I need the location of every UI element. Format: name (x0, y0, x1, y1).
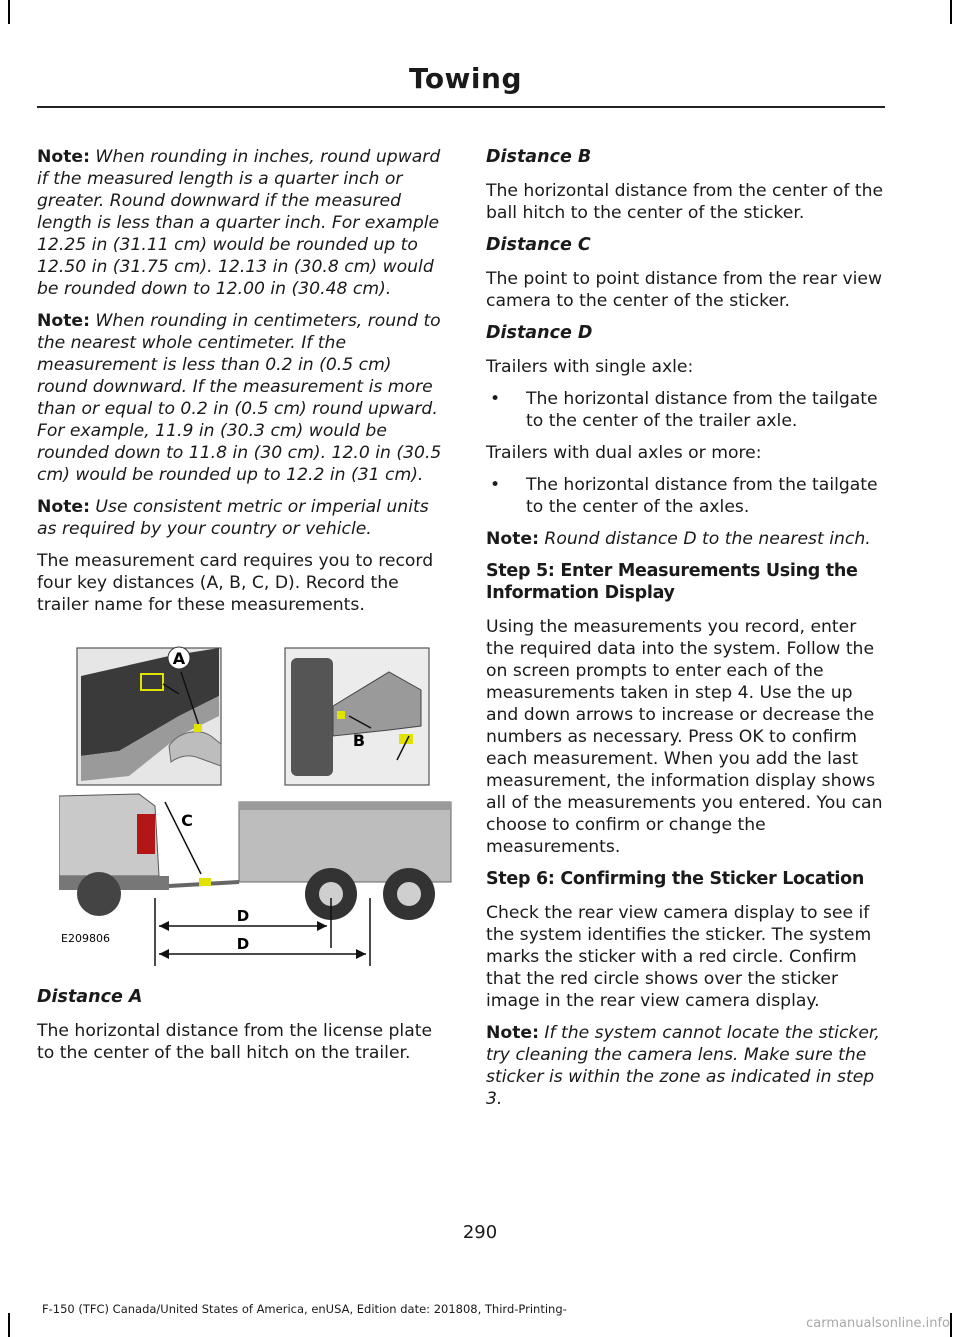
note-round-distance-d (486, 528, 886, 550)
note-text: When rounding in inches, round upward if the measured length is a quarter inch or greater. Round downward if the measured length is less than a quarter inch. For example 12.25 in (31.11 cm) would be rounded up to 12.50 in (31.75 cm). 12.13 in (30.8 cm) would be rounded down to 12.00 in (30.48 cm). (37, 147, 441, 299)
note-text: If the system cannot locate the sticker, try cleaning the camera lens. Make sure the sticker is within the zone as indicated in step 3. (486, 1023, 880, 1109)
crop-mark (8, 0, 10, 24)
figure-code: E209806 (61, 932, 110, 945)
tailgate-shape (291, 658, 333, 776)
note-consistent-units (37, 496, 447, 540)
page-number: 290 (462, 1222, 498, 1243)
list-item (486, 388, 886, 432)
distance-b-text: The horizontal distance from the center of the ball hitch to the center of the sticker. (486, 181, 884, 223)
right-column (486, 146, 886, 1120)
bullet-icon: • (490, 475, 501, 495)
trailer-bed (239, 802, 451, 882)
step6-heading: Step 6: Confirming the Sticker Location (486, 869, 864, 889)
step5-heading: Step 5: Enter Measurements Using the Information Display (486, 561, 858, 603)
watermark: carmanualsonline.info (806, 1316, 950, 1331)
footer-edition: F-150 (TFC) Canada/United States of America, enUSA, Edition date: 201808, Third-Printing- (42, 1302, 567, 1316)
note-label: Note: (37, 497, 90, 517)
distance-b-heading: Distance B (486, 147, 592, 167)
distance-c-heading: Distance C (486, 235, 591, 255)
note-text: Round distance D to the nearest inch. (544, 529, 871, 549)
sticker-marker-c (199, 878, 211, 886)
measurement-card-intro: The measurement card requires you to record four key distances (A, B, C, D). Record the trailer name for these measurements. (37, 551, 434, 615)
single-axle-label: Trailers with single axle: (486, 357, 694, 377)
label-c: C (181, 811, 193, 830)
step6-text: Check the rear view camera display to see if the system identifies the sticker. The system marks the sticker with a red circle. Confirm that the red circle shows over the sticker image in the rear view camera display. (486, 903, 872, 1011)
crop-mark (950, 1313, 952, 1337)
note-rounding-inches (37, 146, 447, 300)
note-label: Note: (486, 529, 539, 549)
label-d-single: D (236, 907, 250, 925)
list-item (486, 474, 886, 518)
note-text: When rounding in centimeters, round to the nearest whole centimeter. If the measurement is less than 0.2 in (0.5 cm) round downward. If the measurement is more than or equal to 0.2 in (0.5 cm) round upward. For example, 11.9 in (30.3 cm) would be rounded down to 11.8 in (30 cm). 12.0 in (30.5 cm) would be rounded up to 12.2 in (31 cm). (37, 311, 442, 485)
single-axle-bullet: The horizontal distance from the tailgate to the center of the trailer axle. (526, 389, 878, 431)
truck-wheel (77, 872, 121, 916)
header-divider (37, 106, 885, 108)
page-title: Towing (408, 62, 522, 95)
left-column (37, 146, 447, 1074)
note-text: Use consistent metric or imperial units as required by your country or vehicle. (37, 497, 429, 539)
towing-diagram (59, 636, 459, 966)
dual-axle-label: Trailers with dual axles or more: (486, 443, 762, 463)
step5-text: Using the measurements you record, enter the required data into the system. Follow the on screen prompts to enter each of the measurements taken in step 4. Use the up and down arrows to increase or decrease the numbers as necessary. Press OK to confirm each measurement. When you add the last measurement, the information display shows all of the measurements you entered. You can choose to confirm or change the measurements. (486, 617, 883, 857)
note-rounding-centimeters (37, 310, 447, 486)
note-camera-lens (486, 1022, 886, 1110)
label-a: A (172, 649, 186, 668)
label-b: B (352, 731, 366, 750)
distance-c-text: The point to point distance from the rear view camera to the center of the sticker. (486, 269, 883, 311)
ball-marker-b (337, 711, 345, 719)
note-label: Note: (37, 147, 90, 167)
bullet-icon: • (490, 389, 501, 409)
crop-mark (950, 0, 952, 24)
note-label: Note: (486, 1023, 539, 1043)
crop-mark (8, 1313, 10, 1337)
measurement-illustration (59, 636, 459, 966)
distance-a-text: The horizontal distance from the license plate to the center of the ball hitch on the trailer. (37, 1021, 433, 1063)
distance-a-heading: Distance A (37, 987, 143, 1007)
dual-axle-bullet: The horizontal distance from the tailgate to the center of the axles. (526, 475, 878, 517)
ball-marker (194, 724, 202, 732)
label-d-dual: D (236, 935, 250, 953)
note-label: Note: (37, 311, 90, 331)
distance-d-heading: Distance D (486, 323, 593, 343)
tail-light (137, 814, 155, 854)
